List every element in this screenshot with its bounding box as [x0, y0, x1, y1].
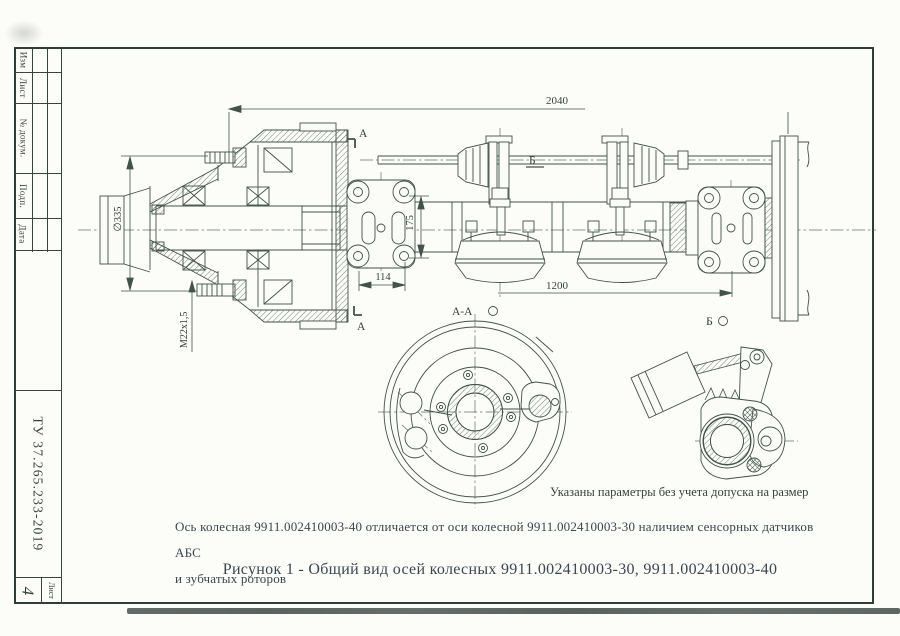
- description-line-2: и зубчатых роторов: [175, 571, 287, 586]
- stamp-label-list: Лист: [18, 77, 28, 98]
- stamp-label-docnum: № докум.: [18, 118, 29, 158]
- description-line-1: Ось колесная 9911.002410003-40 отличается от оси колесной 9911.002410003-30 наличием сенсорных датчиков АБС: [175, 519, 814, 560]
- sheet-label: Лист: [46, 582, 56, 599]
- dim-1200-label: 1200: [546, 280, 568, 292]
- dim-2040-label: 2040: [546, 95, 568, 107]
- view-b-title: Б: [706, 314, 713, 328]
- section-a-bottom-label: А: [357, 321, 366, 333]
- wheel-stud-top: [205, 148, 246, 167]
- abs-rotor-ring: [765, 198, 772, 258]
- dim-thread-label: М22х1,5: [179, 311, 190, 348]
- rotated-view-icon-b: [719, 317, 728, 326]
- wheel-hub-section: [100, 123, 380, 329]
- description-paragraph: [175, 514, 840, 592]
- stamp-label-data: Дата: [18, 224, 29, 244]
- tolerance-note: Указаны параметры без учета допуска на размер: [550, 485, 809, 499]
- section-a-top-label: А: [359, 128, 368, 140]
- dim-175-label: 175: [405, 215, 416, 231]
- view-b-detail: [631, 347, 785, 479]
- dim-114-label: 114: [375, 272, 391, 283]
- view-aa-title: А-А: [452, 306, 473, 318]
- sheet-number: 4: [18, 586, 38, 595]
- figure-caption: Рисунок 1 - Общий вид осей колесных 9911.002410003-30, 9911.002410003-40: [222, 561, 778, 578]
- doc-designation: ТУ 37.265.233-2019: [30, 415, 46, 552]
- stamp-label-izm: Изм: [18, 51, 28, 68]
- drawing-geometry: [100, 106, 809, 504]
- bearing-symbols: [183, 186, 269, 270]
- wheel-stud-bottom: [197, 280, 246, 300]
- rotated-view-icon: [489, 307, 498, 316]
- stamp-label-podp: Подп.: [18, 183, 29, 208]
- slack-adjuster-left: [458, 136, 512, 235]
- dim-diameter-label: ∅335: [113, 206, 124, 232]
- view-b-arrow-label: Б: [529, 155, 536, 167]
- slack-adjuster-right: [602, 136, 664, 235]
